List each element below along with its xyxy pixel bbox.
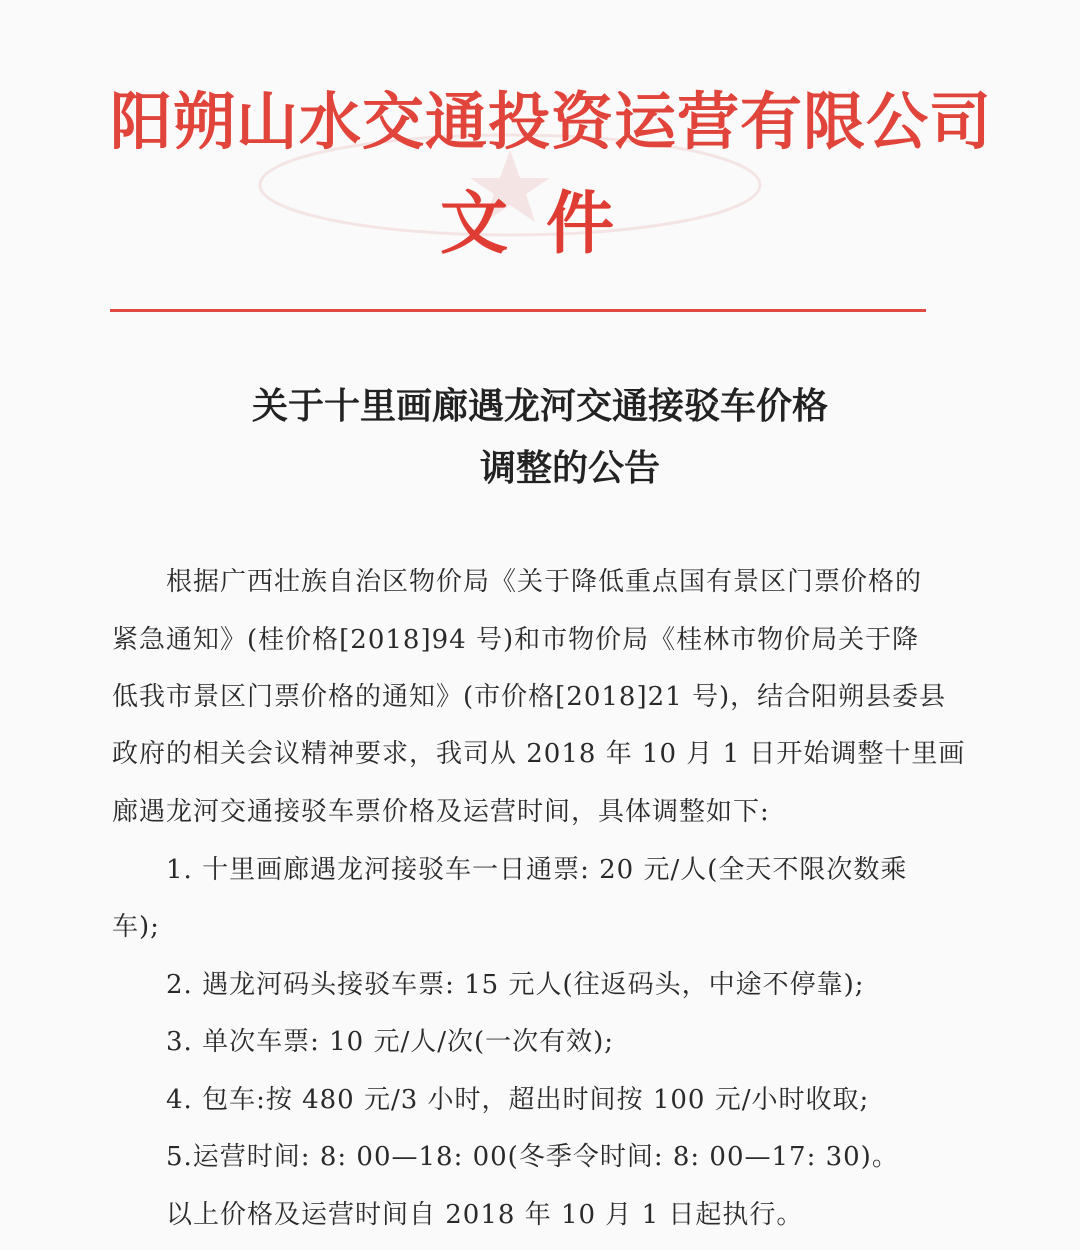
doc-word-header: 文件 — [440, 185, 653, 264]
body-line: 低我市景区门票价格的通知》(市价格[2018]21 号)，结合阳朔县委县 — [112, 682, 947, 712]
body-line: 政府的相关会议精神要求，我司从 2018 年 10 月 1 日开始调整十里画 — [112, 739, 966, 769]
body-line: 根据广西壮族自治区物价局《关于降低重点国有景区门票价格的 — [112, 567, 923, 597]
body-line: 廊遇龙河交通接驳车票价格及运营时间，具体调整如下: — [112, 797, 770, 827]
list-item: 4. 包车:按 480 元/3 小时，超出时间按 100 元/小时收取; — [112, 1085, 870, 1115]
notice-title-line2: 调整的公告 — [479, 448, 660, 489]
red-divider — [110, 309, 926, 312]
closing-line: 以上价格及运营时间自 2018 年 10 月 1 日起执行。 — [112, 1200, 804, 1230]
list-item: 1. 十里画廊遇龙河接驳车一日通票: 20 元/人(全天不限次数乘 — [112, 855, 908, 885]
body-line: 紧急通知》(桂价格[2018]94 号)和市物价局《桂林市物价局关于降 — [112, 625, 920, 655]
org-name-header: 阳朔山水交通投资运营有限公司 — [110, 85, 993, 158]
list-item: 3. 单次车票: 10 元/人/次(一次有效); — [112, 1027, 615, 1057]
list-item: 2. 遇龙河码头接驳车票: 15 元人(往返码头，中途不停靠); — [112, 970, 865, 1000]
notice-title-line1: 关于十里画廊遇龙河交通接驳车价格 — [251, 386, 828, 427]
list-item-continued: 车); — [112, 912, 160, 942]
list-item: 5.运营时间: 8: 00—18: 00(冬季令时间: 8: 00—17: 30)。 — [112, 1142, 899, 1172]
